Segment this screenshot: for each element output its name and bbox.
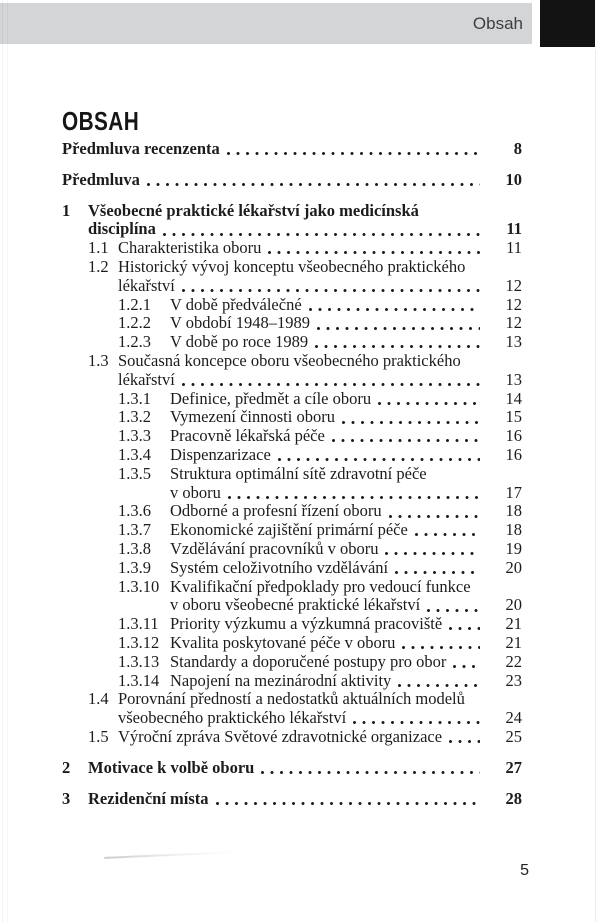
toc-page-number: 22 — [505, 651, 522, 671]
toc-entry-text: Vzdělávání pracovníků v oboru — [170, 538, 379, 558]
dot-leader — [278, 458, 480, 461]
toc-entry — [62, 390, 522, 409]
dot-leader — [353, 721, 480, 724]
toc-entry-number: 1.3.9 — [118, 557, 151, 577]
toc-line — [62, 521, 522, 540]
toc-line — [62, 427, 522, 446]
toc-entry-number: 1.1 — [88, 238, 109, 258]
toc-entry-text: Motivace k volbě oboru — [88, 757, 255, 777]
running-header-label: Obsah — [472, 13, 523, 33]
toc-entry — [62, 578, 522, 616]
toc-entry-text: Současná koncepce oboru všeobecného praktického — [118, 350, 461, 370]
dot-leader — [427, 609, 480, 612]
toc-line — [62, 296, 522, 315]
toc-entry — [62, 352, 522, 390]
toc-entry — [62, 314, 522, 333]
dot-leader — [182, 289, 480, 292]
dot-leader — [315, 345, 480, 348]
toc-line — [62, 371, 522, 390]
toc-line — [62, 790, 522, 809]
toc-page-number: 11 — [506, 219, 522, 239]
chapter-tab-block — [540, 0, 595, 47]
toc-line — [62, 484, 522, 503]
toc-entry-text: Standardy a doporučené postupy pro obor — [170, 651, 447, 671]
toc-entry-text: Vymezení činnosti oboru — [170, 407, 335, 427]
toc-line — [62, 634, 522, 653]
toc-page-number: 14 — [505, 388, 522, 408]
toc-page-number: 24 — [505, 708, 522, 728]
toc-entry-number: 1.3 — [88, 350, 109, 370]
toc-entry — [62, 759, 522, 778]
dot-leader — [449, 740, 480, 743]
toc-entry-text: V době předválečné — [170, 294, 302, 314]
toc-entry — [62, 202, 522, 240]
toc-page-number: 8 — [513, 139, 522, 158]
dot-leader — [378, 402, 480, 405]
toc-entry-text: Ekonomické zajištění primární péče — [170, 520, 408, 540]
toc-entry-text: Všeobecné praktické lékařství jako medicínská — [88, 200, 419, 220]
toc-entry-number: 1.3.4 — [118, 444, 151, 464]
dot-leader — [317, 327, 480, 330]
toc-entry — [62, 427, 522, 446]
toc-page-number: 13 — [505, 369, 522, 389]
toc-line — [62, 502, 522, 521]
toc-page-number: 16 — [505, 444, 522, 464]
toc-line — [62, 578, 522, 597]
toc-entry-text: Kvalita poskytované péče v oboru — [170, 632, 396, 652]
toc-line — [62, 408, 522, 427]
toc-entry-number: 1.2.3 — [118, 332, 151, 352]
dot-leader — [216, 802, 480, 805]
toc-entry — [62, 408, 522, 427]
toc-page-number: 12 — [505, 294, 522, 314]
toc-line — [62, 171, 522, 190]
footer-page-number: 5 — [520, 862, 529, 879]
toc-line — [62, 239, 522, 258]
toc-line — [62, 709, 522, 728]
toc-entry-number: 1.4 — [88, 689, 109, 709]
toc-entry-text: všeobecného praktického lékařství — [118, 708, 347, 728]
toc-page-number: 17 — [505, 482, 522, 502]
page-header-bar — [0, 3, 532, 44]
toc-line — [62, 446, 522, 465]
toc-entry-text: Pracovně lékařská péče — [170, 426, 325, 446]
toc-entry-number: 1.3.3 — [118, 426, 151, 446]
dot-leader — [453, 665, 480, 668]
toc-line — [62, 465, 522, 484]
toc-entry-number: 2 — [62, 757, 71, 777]
toc-entry-number: 1.3.12 — [118, 632, 160, 652]
toc-entry-number: 1.2.1 — [118, 294, 151, 314]
toc-entry-number: 1.3.10 — [118, 576, 160, 596]
dot-leader — [147, 183, 480, 186]
toc-line — [62, 759, 522, 778]
dot-leader — [398, 684, 480, 687]
toc-entry-number: 1.3.6 — [118, 501, 151, 521]
toc-entry-text: Systém celoživotního vzdělávání — [170, 557, 389, 577]
toc-entry — [62, 521, 522, 540]
toc-entry — [62, 559, 522, 578]
toc-entry-number: 1.5 — [88, 726, 109, 746]
toc — [62, 140, 522, 808]
toc-line — [62, 352, 522, 371]
toc-page-number: 11 — [506, 238, 522, 258]
toc-entry-number: 3 — [62, 788, 71, 808]
toc-page-number: 25 — [505, 726, 522, 746]
toc-entry-text: Priority výzkumu a výzkumná pracoviště — [170, 614, 443, 634]
toc-entry-text: Struktura optimální sítě zdravotní péče — [170, 463, 427, 483]
toc-page-number: 19 — [505, 538, 522, 558]
toc-entry-number: 1.3.14 — [118, 670, 160, 690]
dot-leader — [395, 571, 480, 574]
toc-line — [62, 672, 522, 691]
toc-entry — [62, 333, 522, 352]
toc-entry-text: disciplína — [88, 219, 156, 239]
scan-edge-left-inner — [7, 0, 8, 922]
toc-entry-text: v oboru — [170, 482, 221, 502]
toc-entry-number: 1.3.8 — [118, 538, 151, 558]
toc-entry — [62, 502, 522, 521]
toc-line — [62, 333, 522, 352]
dot-leader — [332, 439, 480, 442]
dot-leader — [342, 421, 480, 424]
toc-line — [62, 277, 522, 296]
toc-entry-number: 1.2 — [88, 256, 109, 276]
toc-page-number: 21 — [505, 614, 522, 634]
toc-entry-number: 1 — [62, 200, 71, 220]
toc-entry — [62, 296, 522, 315]
toc-entry-number: 1.3.5 — [118, 463, 151, 483]
toc-entry-number: 1.3.1 — [118, 388, 151, 408]
toc-entry-number: 1.2.2 — [118, 313, 151, 333]
toc-line — [62, 728, 522, 747]
toc-entry-text: Rezidenční místa — [88, 788, 209, 808]
toc-page-number: 23 — [505, 670, 522, 690]
toc-line — [62, 390, 522, 409]
toc-entry-text: Historický vývoj konceptu všeobecného praktického — [118, 256, 466, 276]
toc-entry-text: lékařství — [118, 369, 175, 389]
toc-entry-text: Porovnání předností a nedostatků aktuálních modelů — [118, 689, 465, 709]
toc-entry-text: Charakteristika oboru — [118, 238, 262, 258]
toc-page-number: 18 — [505, 520, 522, 540]
toc-line — [62, 653, 522, 672]
toc-line — [62, 140, 522, 159]
toc-line — [62, 258, 522, 277]
toc-entry — [62, 728, 522, 747]
toc-entry — [62, 672, 522, 691]
toc-entry-text: Dispenzarizace — [170, 444, 271, 464]
toc-line — [62, 314, 522, 333]
toc-page-number: 12 — [505, 275, 522, 295]
toc-line — [62, 220, 522, 239]
toc-entry-number: 1.3.2 — [118, 407, 151, 427]
dot-leader — [227, 152, 480, 155]
toc-entry — [62, 171, 522, 190]
toc-page-number: 16 — [505, 426, 522, 446]
toc-page-number: 28 — [505, 788, 522, 808]
dot-leader — [402, 646, 480, 649]
toc-entry — [62, 634, 522, 653]
dot-leader — [389, 515, 480, 518]
dot-leader — [449, 627, 480, 630]
toc-page-number: 15 — [505, 407, 522, 427]
toc-page-number: 21 — [505, 632, 522, 652]
dot-leader — [309, 308, 480, 311]
toc-entry — [62, 140, 522, 159]
dot-leader — [163, 233, 480, 236]
toc-entry — [62, 790, 522, 809]
toc-line — [62, 596, 522, 615]
toc-entry — [62, 446, 522, 465]
dot-leader — [415, 533, 480, 536]
dot-leader — [228, 496, 480, 499]
scan-edge-left — [2, 0, 3, 922]
toc-entry — [62, 465, 522, 503]
toc-entry-text: v oboru všeobecné praktické lékařství — [170, 595, 421, 615]
toc-entry-number: 1.3.11 — [118, 614, 159, 634]
toc-entry — [62, 239, 522, 258]
toc-page-number: 20 — [505, 595, 522, 615]
scan-smudge-artifact — [104, 851, 236, 859]
toc-entry — [62, 690, 522, 728]
toc-page-number: 18 — [505, 501, 522, 521]
toc-entry-text: V době po roce 1989 — [170, 332, 309, 352]
dot-leader — [268, 251, 480, 254]
toc-line — [62, 202, 522, 221]
toc-entry-text: Kvalifikační předpoklady pro vedoucí funkce — [170, 576, 471, 596]
toc-entry — [62, 615, 522, 634]
scan-edge-right — [595, 50, 596, 922]
toc-page-number: 20 — [505, 557, 522, 577]
toc-line — [62, 690, 522, 709]
dot-leader — [261, 771, 480, 774]
page-title: OBSAH — [62, 106, 140, 137]
toc-entry — [62, 258, 522, 296]
toc-line — [62, 559, 522, 578]
toc-entry-text: Předmluva recenzenta — [62, 139, 220, 158]
toc-entry-text: Odborné a profesní řízení oboru — [170, 501, 382, 521]
toc-line — [62, 615, 522, 634]
toc-entry-text: Předmluva — [62, 169, 140, 189]
toc-entry — [62, 653, 522, 672]
toc-entry-number: 1.3.13 — [118, 651, 160, 671]
toc-page-number: 13 — [505, 332, 522, 352]
toc-page-number: 27 — [505, 757, 522, 777]
toc-page-number: 10 — [505, 169, 522, 189]
dot-leader — [385, 552, 480, 555]
toc-page-number: 12 — [505, 313, 522, 333]
toc-line — [62, 540, 522, 559]
toc-entry-text: V období 1948–1989 — [170, 313, 310, 333]
toc-entry-text: Výroční zpráva Světové zdravotnické organizace — [118, 726, 443, 746]
toc-entry-text: Napojení na mezinárodní aktivity — [170, 670, 392, 690]
toc-entry — [62, 540, 522, 559]
toc-entry-text: lékařství — [118, 275, 175, 295]
toc-entry-number: 1.3.7 — [118, 520, 151, 540]
dot-leader — [182, 383, 480, 386]
toc-entry-text: Definice, předmět a cíle oboru — [170, 388, 372, 408]
